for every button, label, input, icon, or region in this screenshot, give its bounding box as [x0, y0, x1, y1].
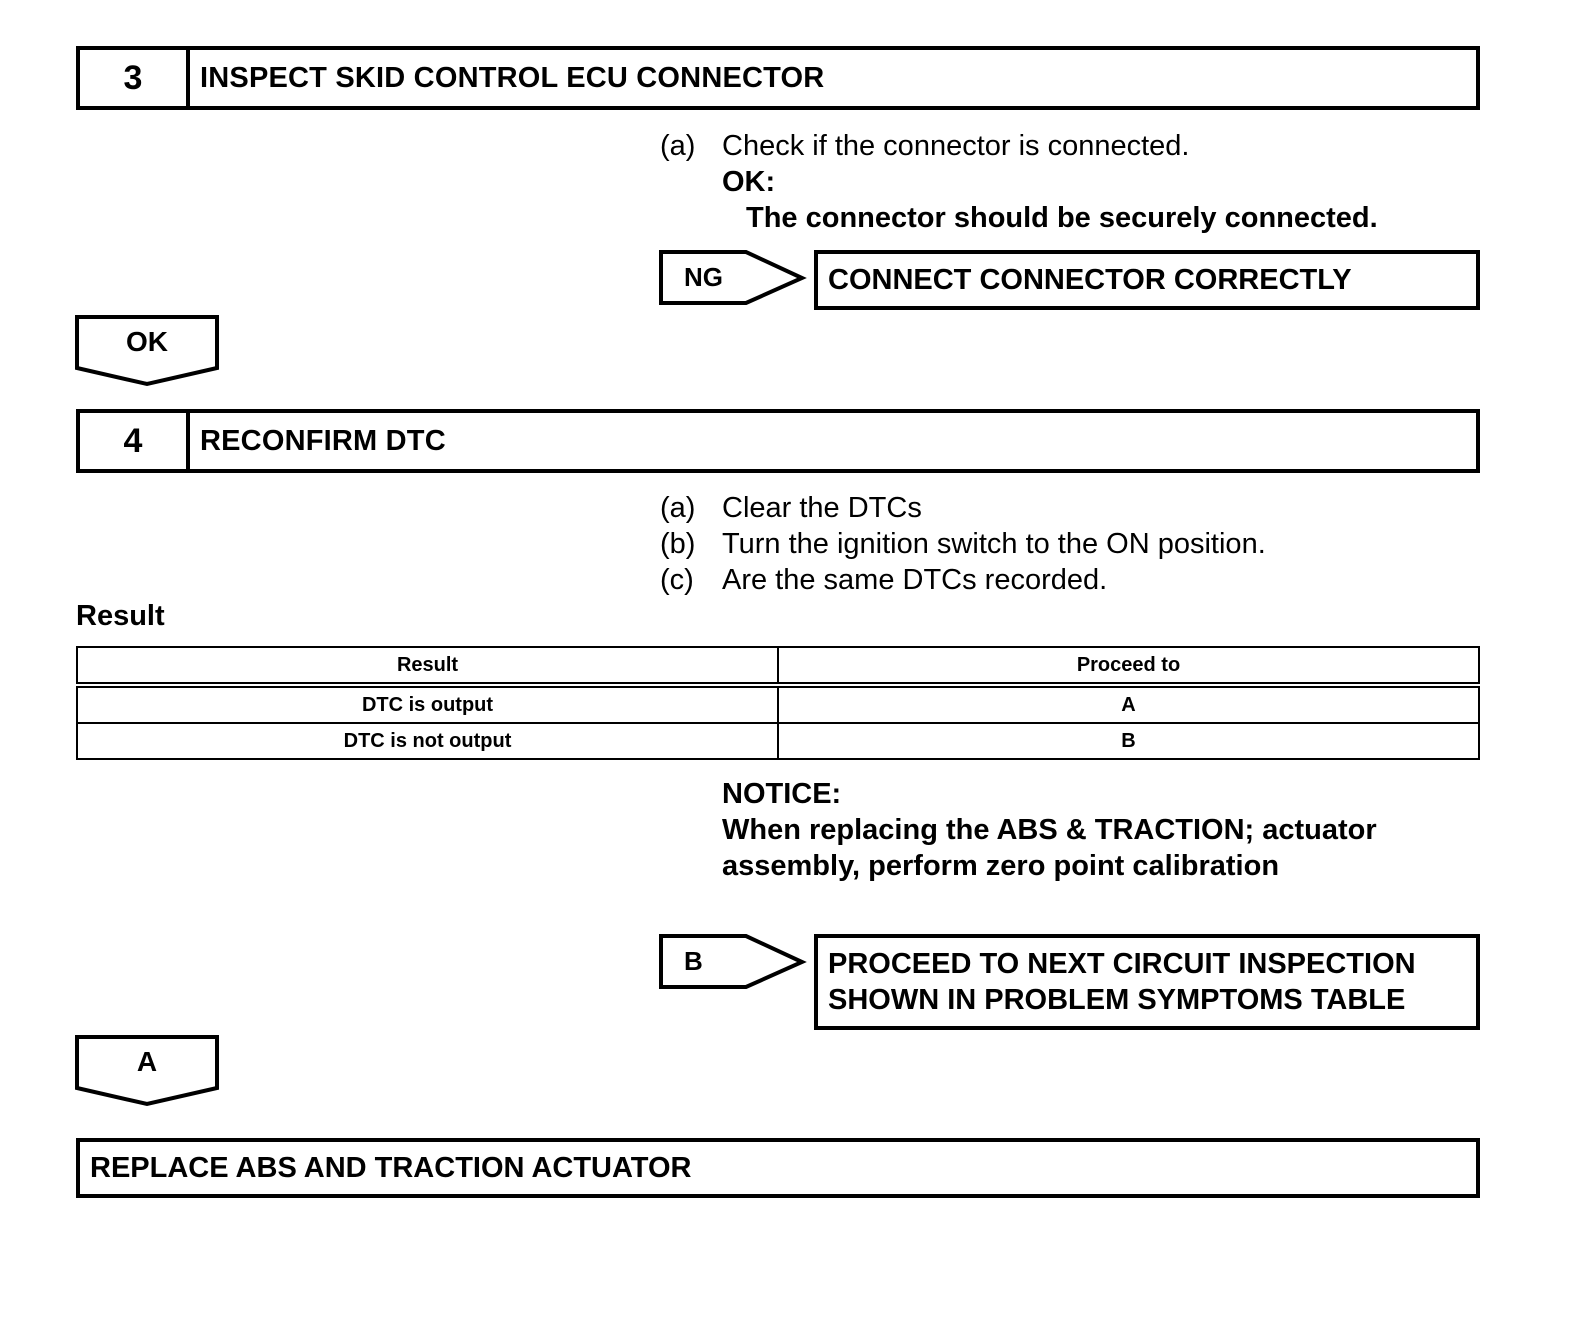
b-label: B: [684, 946, 703, 976]
step-4-header: [76, 409, 1480, 473]
b-action-line: PROCEED TO NEXT CIRCUIT INSPECTION: [828, 948, 1416, 980]
ok-criteria: The connector should be securely connected.: [746, 202, 1378, 234]
step-number: 4: [80, 413, 190, 469]
table-cell: DTC is output: [77, 685, 778, 723]
step-number: 3: [80, 50, 190, 106]
instruction-line: [660, 490, 922, 526]
step-title: RECONFIRM DTC: [200, 424, 446, 457]
ng-action-text: CONNECT CONNECTOR CORRECTLY: [828, 264, 1352, 296]
table-cell: A: [778, 685, 1479, 723]
a-arrow-label: A: [136, 1046, 158, 1077]
column-header: Result: [77, 647, 778, 685]
column-header: Proceed to: [778, 647, 1479, 685]
ng-action-box: [814, 250, 1480, 310]
notice-line: assembly, perform zero point calibration: [722, 850, 1280, 882]
b-action-box: [814, 934, 1480, 1030]
instruction-label: (a): [660, 492, 696, 524]
instruction-line: [660, 562, 1107, 598]
table-cell: DTC is not output: [77, 723, 778, 759]
result-heading: Result: [76, 600, 165, 632]
instruction-label: (c): [660, 564, 694, 596]
instruction-text: Clear the DTCs: [722, 492, 922, 524]
instruction-label: (b): [660, 528, 696, 560]
notice-heading: NOTICE:: [722, 778, 842, 810]
step-title: INSPECT SKID CONTROL ECU CONNECTOR: [200, 61, 825, 94]
final-action-text: REPLACE ABS AND TRACTION ACTUATOR: [90, 1151, 692, 1184]
instruction-text: Turn the ignition switch to the ON position.: [722, 528, 1266, 560]
table-cell: B: [778, 723, 1479, 759]
instruction-text: Are the same DTCs recorded.: [722, 564, 1108, 596]
instruction-label: (a): [660, 130, 696, 162]
b-arrow-shape: [658, 933, 808, 991]
final-action-box: [76, 1138, 1480, 1198]
ok-heading: OK:: [722, 166, 776, 198]
instruction-line: [660, 128, 1189, 164]
step-3-header: [76, 46, 1480, 110]
notice-line: When replacing the ABS & TRACTION; actuator: [722, 814, 1377, 846]
table-row: [77, 723, 1479, 759]
ok-arrow-label: OK: [126, 326, 168, 357]
table-header-row: [77, 647, 1479, 685]
instruction-text: Check if the connector is connected.: [722, 130, 1190, 162]
result-table: [76, 646, 1480, 760]
ng-arrow-shape: [658, 249, 808, 307]
ng-label: NG: [684, 262, 723, 292]
instruction-line: [660, 526, 1266, 562]
table-row: [77, 685, 1479, 723]
b-action-line: SHOWN IN PROBLEM SYMPTOMS TABLE: [828, 984, 1406, 1016]
